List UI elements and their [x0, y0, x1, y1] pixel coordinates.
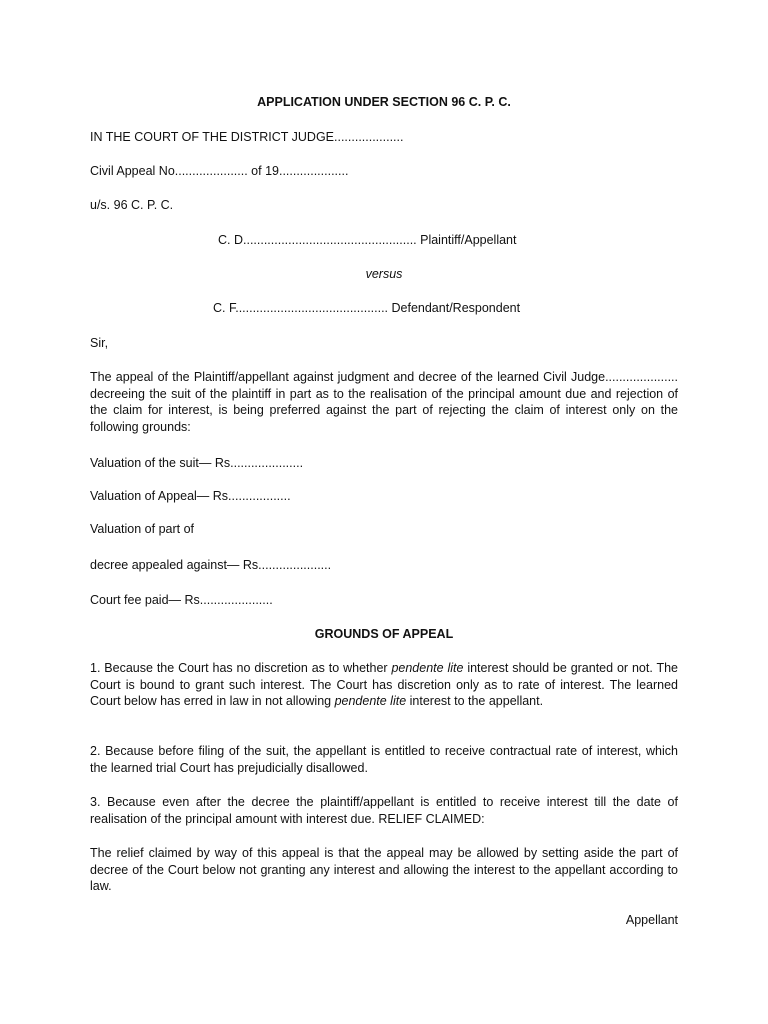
- ground-1: [90, 660, 678, 710]
- relief-paragraph: The relief claimed by way of this appeal is that the appeal may be allowed by setting aside the part of decree of the Court below not granting any interest and allowing the interest to the appellant according to law.: [90, 846, 678, 893]
- grounds-heading: GROUNDS OF APPEAL: [314, 627, 454, 641]
- valuation-appeal: Valuation of Appeal— Rs..................: [90, 489, 291, 503]
- ground-1-latin-1: pendente lite: [391, 661, 464, 675]
- ground-2: 2. Because before filing of the suit, the appellant is entitled to receive contractual rate of interest, which the learned trial Court has prejudicially disallowed.: [90, 744, 678, 775]
- versus-label: versus: [365, 267, 403, 281]
- valuation-decree: decree appealed against— Rs.....................: [90, 558, 332, 572]
- civil-appeal-line: Civil Appeal No..................... of 19....................: [90, 164, 349, 178]
- ground-3: 3. Because even after the decree the plaintiff/appellant is entitled to receive interest till the date of realisation of the principal amount with interest due. RELIEF CLAIMED:: [90, 795, 678, 826]
- court-fee: Court fee paid— Rs.....................: [90, 593, 273, 607]
- valuation-suit: Valuation of the suit— Rs.....................: [90, 456, 304, 470]
- defendant-line: C. F............................................ Defendant/Respondent: [213, 301, 521, 315]
- ground-1-latin-2: pendente lite: [334, 694, 407, 708]
- intro-paragraph: The appeal of the Plaintiff/appellant against judgment and decree of the learned Civil Judge..................... decreeing the suit of the plaintiff in part as to the realisation of the principal amount due and rejection of the claim for interest, is being preferred against the part of rejecting the claim of interest only on the following grounds:: [90, 370, 678, 434]
- document-title: APPLICATION UNDER SECTION 96 C. P. C.: [257, 95, 511, 109]
- ground-1-part-e: interest to the appellant.: [406, 694, 544, 708]
- valuation-part: Valuation of part of: [90, 522, 195, 536]
- ground-1-part-c: interest should be granted or not. The Court is bound to grant such interest. The Court has discretion only as to rate of interest. The learned Court below has erred in law in not allowing: [90, 661, 678, 708]
- signature-appellant: Appellant: [625, 913, 678, 927]
- salutation: Sir,: [90, 336, 109, 350]
- section-line: u/s. 96 C. P. C.: [90, 198, 174, 212]
- plaintiff-line: C. D.................................................. Plaintiff/Appellant: [218, 233, 517, 247]
- ground-1-part-a: 1. Because the Court has no discretion as to whether: [90, 661, 392, 675]
- court-line: IN THE COURT OF THE DISTRICT JUDGE....................: [90, 130, 404, 144]
